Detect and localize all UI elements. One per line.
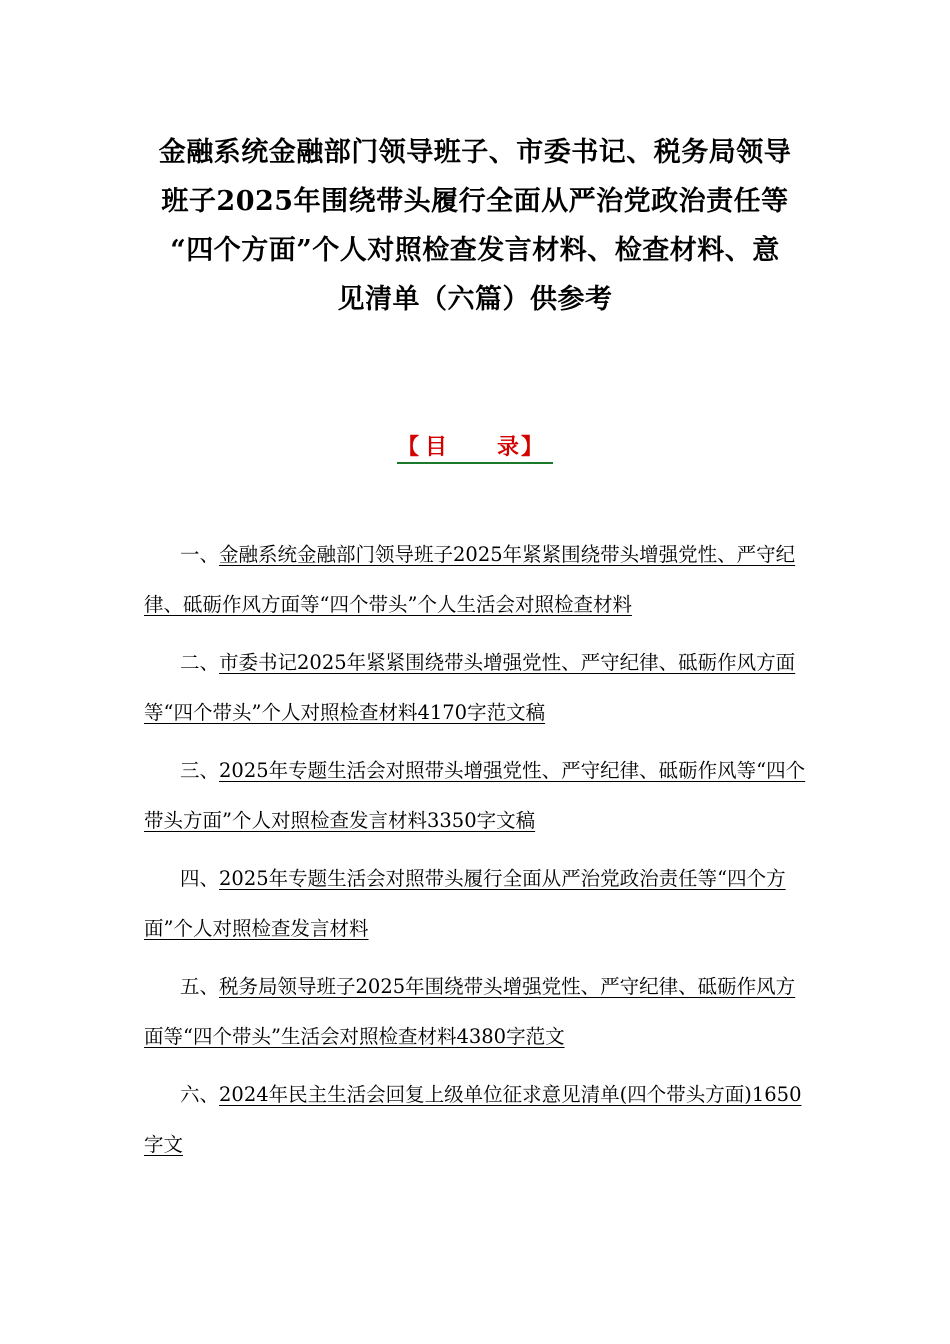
document-title xyxy=(140,128,810,324)
toc-link-3[interactable]: 2025年专题生活会对照带头增强党性、严守纪律、砥砺作风等“四个带头方面”个人对照检查发言材料3350字文稿 xyxy=(144,759,806,832)
title-line-3: “四个方面”个人对照检查发言材料、检查材料、意 xyxy=(170,235,780,266)
toc-item-4 xyxy=(144,854,814,954)
toc-link-4[interactable]: 2025年专题生活会对照带头履行全面从严治党政治责任等“四个方面”个人对照检查发言材料 xyxy=(144,867,786,940)
toc-link-6[interactable]: 2024年民主生活会回复上级单位征求意见清单(四个带头方面)1650字文 xyxy=(144,1083,802,1156)
toc-heading xyxy=(397,430,553,464)
toc-link-2[interactable]: 市委书记2025年紧紧围绕带头增强党性、严守纪律、砥砺作风方面等“四个带头”个人对照检查材料4170字范文稿 xyxy=(144,651,796,724)
toc-heading-bracket-right: 】 xyxy=(521,434,544,460)
toc-link-5[interactable]: 税务局领导班子2025年围绕带头增强党性、严守纪律、砥砺作风方面等“四个带头”生活会对照检查材料4380字范文 xyxy=(144,975,796,1048)
title-line-1: 金融系统金融部门领导班子、市委书记、税务局领导 xyxy=(158,137,792,168)
table-of-contents xyxy=(144,530,814,1178)
toc-item-number: 五、 xyxy=(180,975,220,998)
toc-item-6 xyxy=(144,1070,814,1170)
toc-item-2 xyxy=(144,638,814,738)
toc-heading-bracket-left: 【 xyxy=(397,434,420,460)
toc-item-number: 一、 xyxy=(180,543,220,566)
toc-item-number: 二、 xyxy=(180,651,220,674)
title-line-2: 班子2025年围绕带头履行全面从严治党政治责任等 xyxy=(161,186,789,217)
toc-link-1[interactable]: 金融系统金融部门领导班子2025年紧紧围绕带头增强党性、严守纪律、砥砺作风方面等“四个带头”个人生活会对照检查材料 xyxy=(144,543,796,616)
toc-item-3 xyxy=(144,746,814,846)
toc-item-5 xyxy=(144,962,814,1062)
title-line-4: 见清单（六篇）供参考 xyxy=(337,284,613,315)
toc-heading-word-2: 录 xyxy=(497,434,520,460)
toc-item-number: 六、 xyxy=(180,1083,220,1106)
toc-item-number: 四、 xyxy=(180,867,220,890)
toc-heading-word-1: 目 xyxy=(425,434,448,460)
toc-item-number: 三、 xyxy=(180,759,220,782)
toc-item-1 xyxy=(144,530,814,630)
